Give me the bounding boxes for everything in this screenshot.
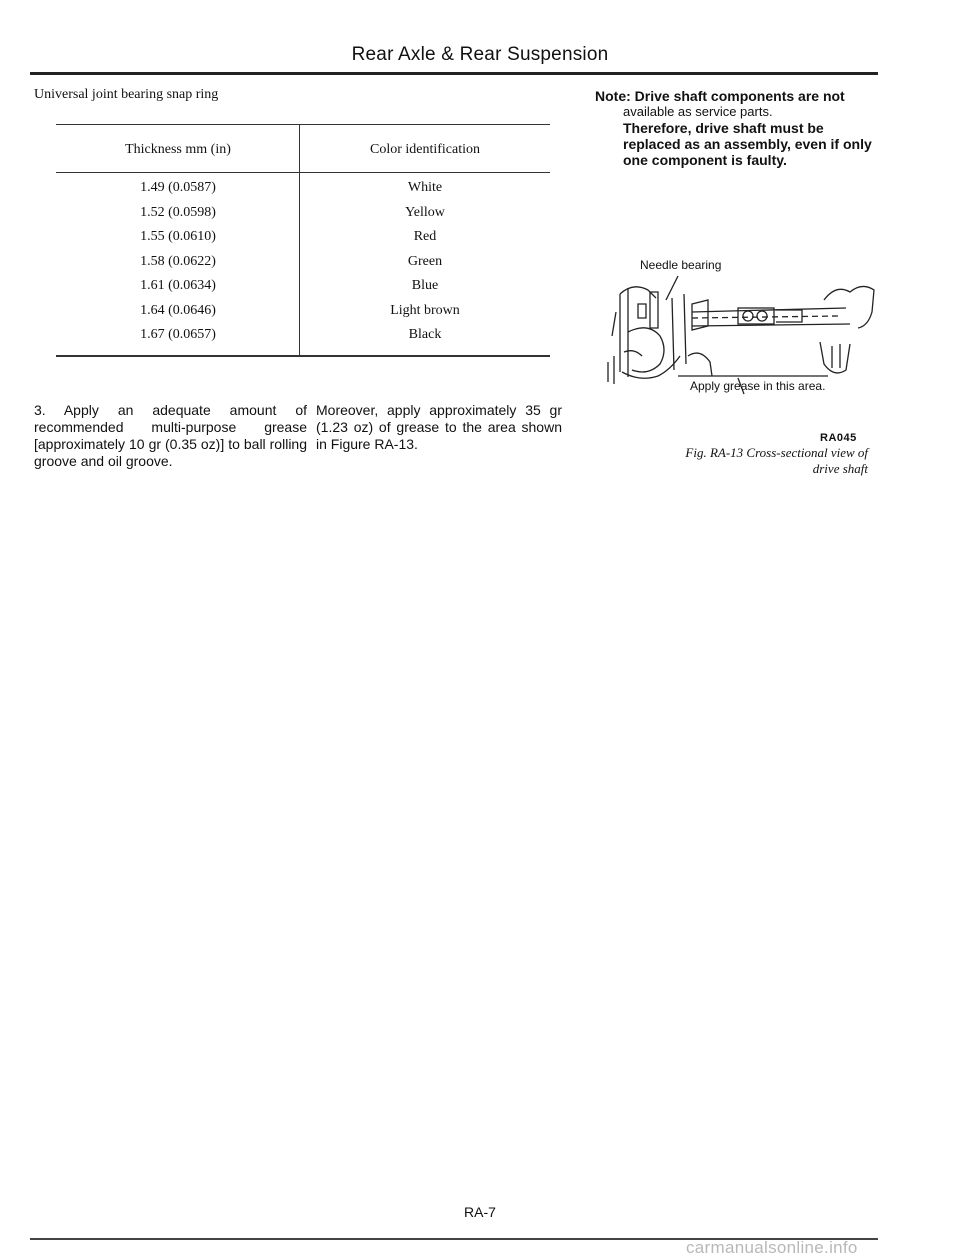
note-line-3: Therefore, drive shaft must be replaced as an assembly, even if only one component is faulty. xyxy=(623,120,872,168)
thickness-cell: 1.52 (0.0598) xyxy=(140,204,216,220)
note-block xyxy=(595,88,877,168)
drive-shaft-cross-section-diagram xyxy=(588,252,888,462)
grease-area-label: Apply grease in this area. xyxy=(690,379,826,393)
figure-caption xyxy=(600,445,868,477)
needle-bearing-label: Needle bearing xyxy=(640,258,722,272)
watermark: carmanualsonline.info xyxy=(686,1238,858,1257)
color-cell: Light brown xyxy=(390,302,460,318)
page-number: RA-7 xyxy=(464,1204,496,1220)
note-line-2: available as service parts. xyxy=(623,104,773,119)
moreover-paragraph: Moreover, apply approximately 35 gr (1.23 oz) of grease to the area shown in Figure RA-13. xyxy=(316,402,562,452)
table-row xyxy=(56,327,550,352)
shaft-centerline xyxy=(692,316,838,318)
step-3-paragraph: 3. Apply an adequate amount of recommended multi-purpose grease [approximately 10 gr (0.35 oz)] to ball rolling groove and oil groove. xyxy=(34,402,307,469)
figure-code: RA045 xyxy=(820,432,857,444)
color-cell: Blue xyxy=(411,278,439,293)
note-label: Note: xyxy=(595,88,631,104)
needle-bearing-leader-line xyxy=(666,276,678,300)
spider-body xyxy=(672,294,686,370)
table-row xyxy=(56,303,550,328)
table-top-rule xyxy=(56,124,550,125)
color-cell: Red xyxy=(413,229,437,244)
thickness-cell: 1.55 (0.0610) xyxy=(140,229,216,244)
table-row xyxy=(56,278,550,303)
table-header-rule xyxy=(56,172,550,173)
thickness-cell: 1.61 (0.0634) xyxy=(140,278,216,293)
table-row xyxy=(56,254,550,279)
table-row xyxy=(56,205,550,230)
figure-caption-line-2: drive shaft xyxy=(812,461,868,476)
thickness-cell: 1.58 (0.0622) xyxy=(140,253,216,269)
thickness-cell: 1.49 (0.0587) xyxy=(140,180,216,195)
header-rule xyxy=(30,72,878,75)
table-caption: Universal joint bearing snap ring xyxy=(34,87,219,102)
color-cell: Black xyxy=(408,327,442,342)
thickness-cell: 1.64 (0.0646) xyxy=(140,302,216,318)
table-row xyxy=(56,180,550,205)
ball-groove-outline xyxy=(628,328,664,372)
note-line-1: Drive shaft components are not xyxy=(634,88,845,104)
color-cell: Yellow xyxy=(405,204,445,220)
page-header-title: Rear Axle & Rear Suspension xyxy=(351,44,609,65)
spline-ball xyxy=(743,311,753,321)
figure-caption-line-1: Fig. RA-13 Cross-sectional view of xyxy=(685,445,868,460)
thickness-column-header: Thickness mm (in) xyxy=(125,142,231,157)
right-yoke-outline xyxy=(824,286,874,328)
thickness-cell: 1.67 (0.0657) xyxy=(140,327,216,342)
table-bottom-rule xyxy=(56,355,550,357)
color-column-header: Color identification xyxy=(369,142,481,157)
color-cell: White xyxy=(407,180,443,195)
table-row xyxy=(56,229,550,254)
color-cell: Green xyxy=(407,253,443,269)
